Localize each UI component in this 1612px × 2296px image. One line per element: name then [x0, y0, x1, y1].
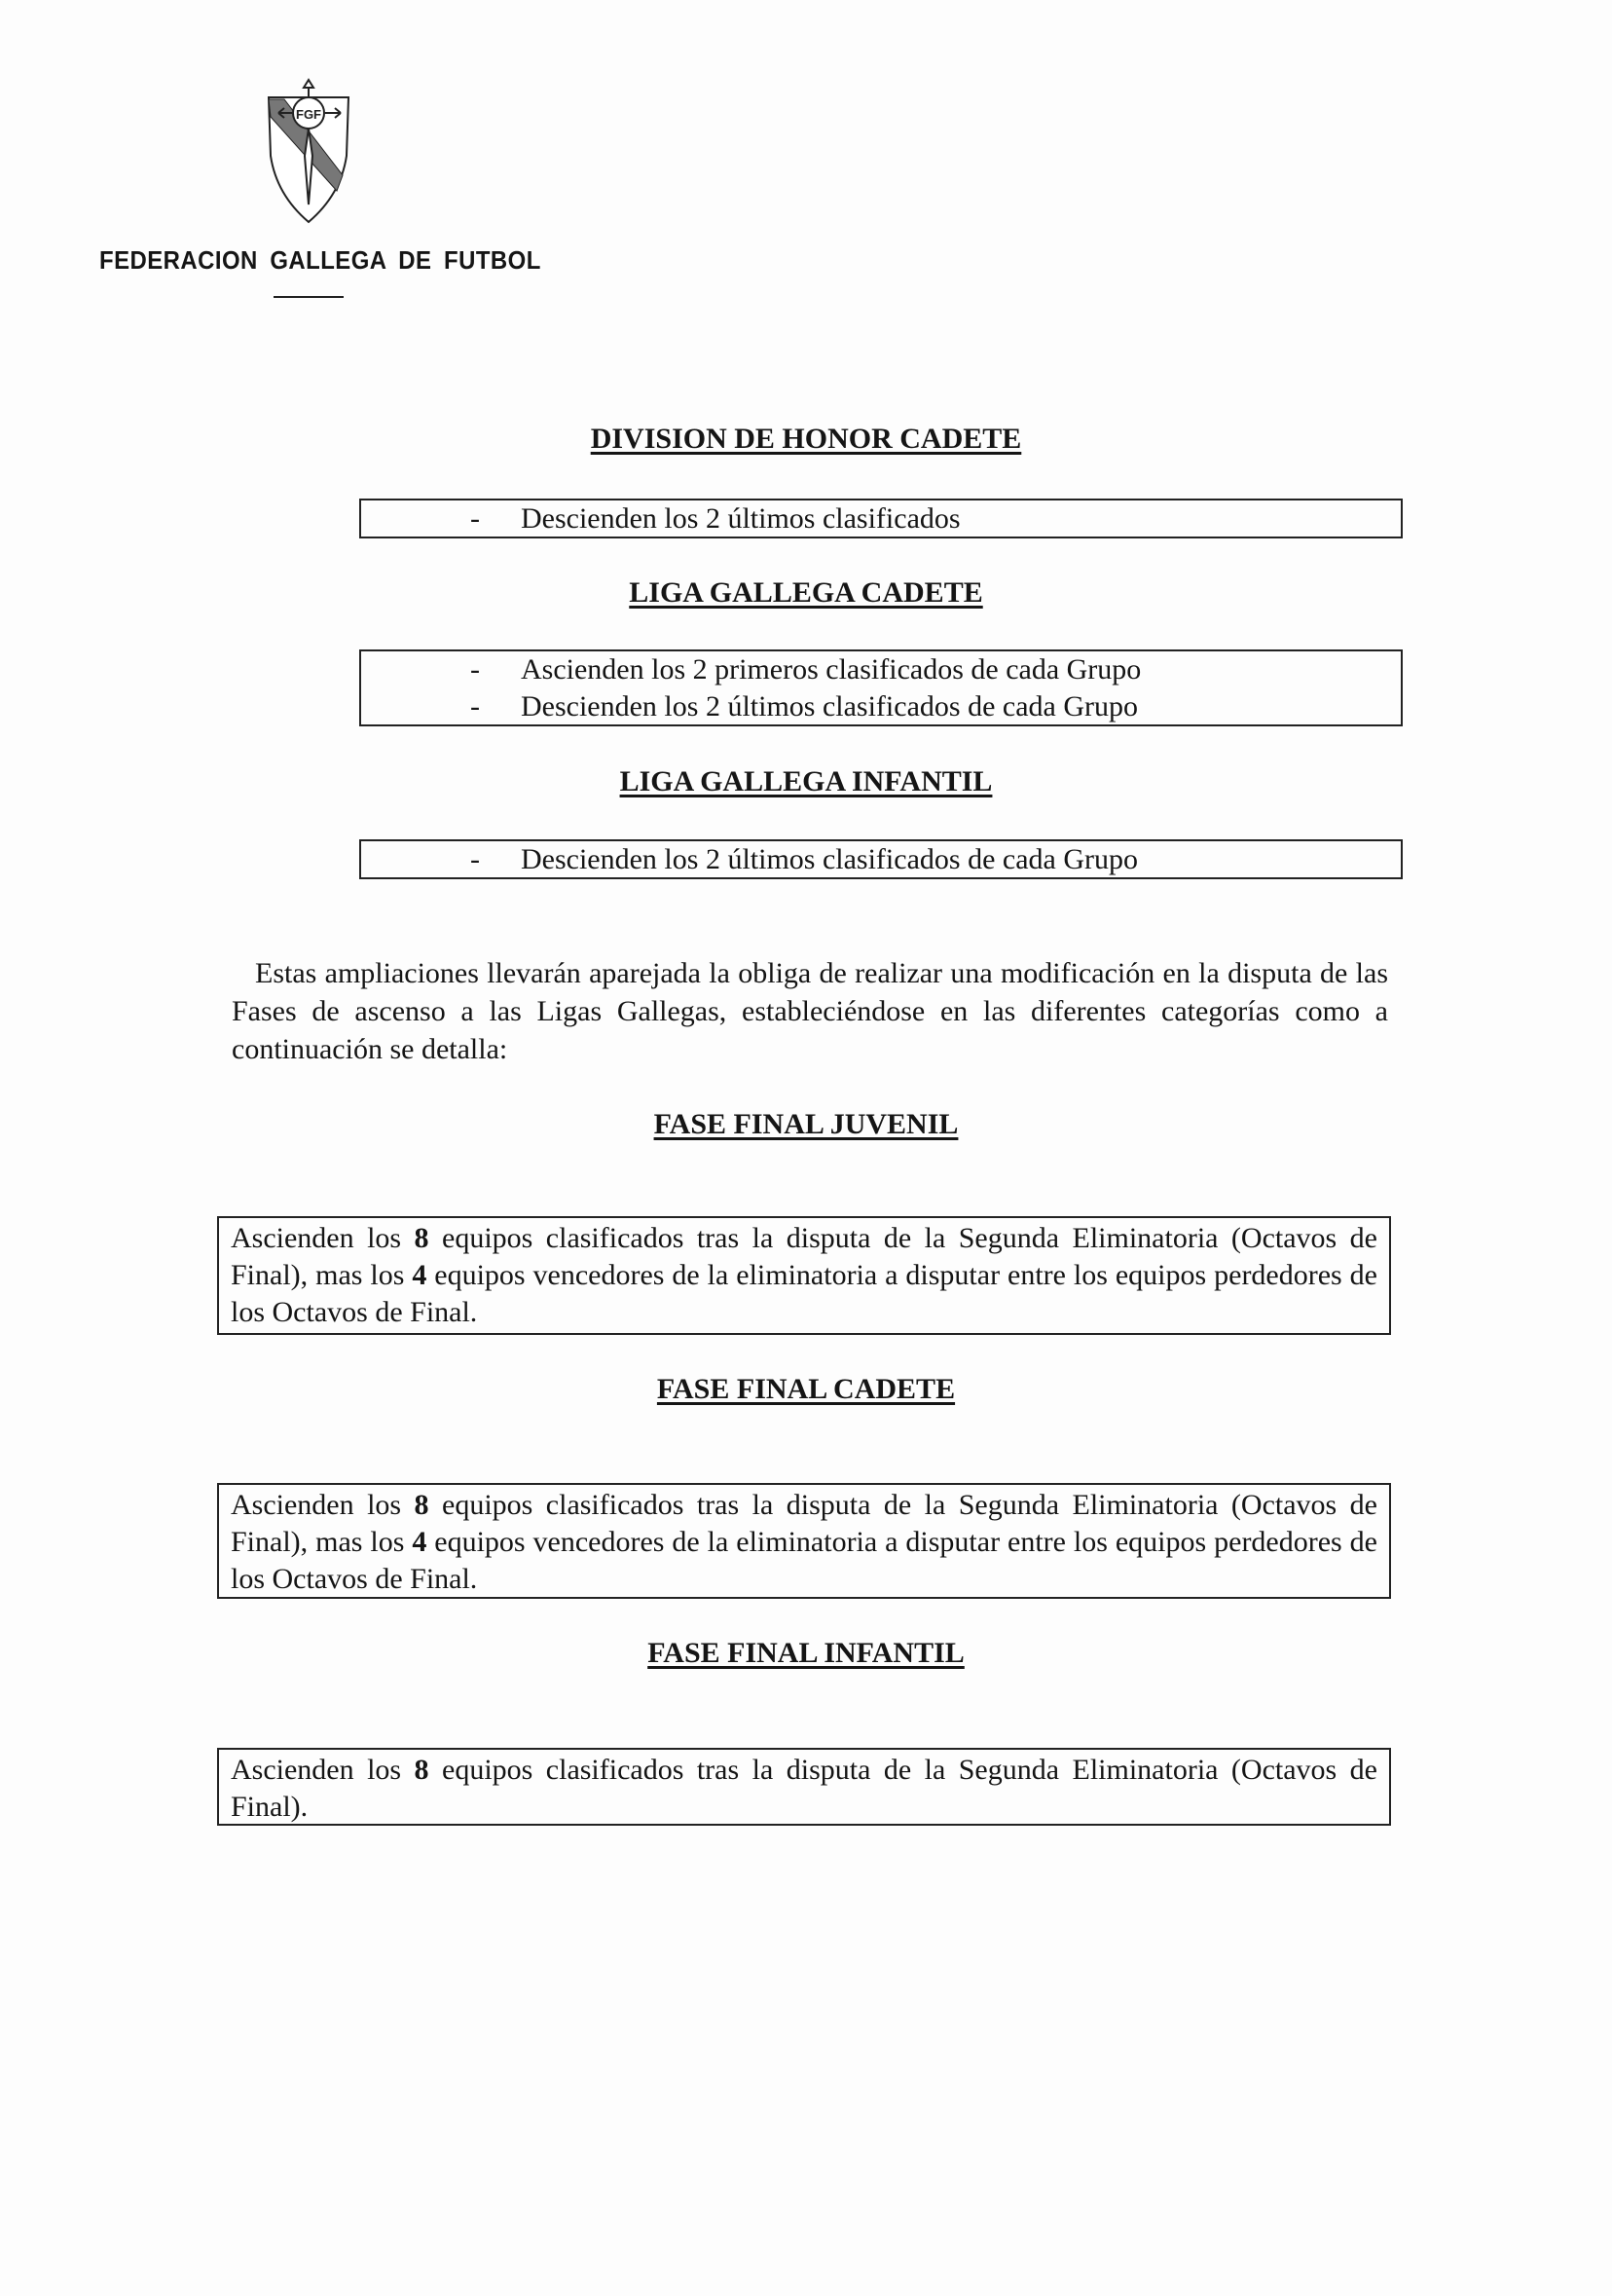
- intro-paragraph: Estas ampliaciones llevarán aparejada la obliga de realizar una modificación en la disputa de las Fases de ascenso a las Ligas Gallegas, estableciéndose en las diferentes categorías como a continuación se detalla:: [232, 957, 1388, 1065]
- federation-logo: [265, 78, 352, 224]
- bullet: -: [470, 502, 480, 535]
- rule-box-liga-gallega-cadete: [359, 649, 1403, 726]
- team-count: 4: [412, 1259, 427, 1291]
- phase-text: Ascienden los: [231, 1222, 415, 1254]
- phase-title-infantil: FASE FINAL INFANTIL: [647, 1637, 965, 1669]
- rule-item: [361, 688, 1401, 725]
- bullet: -: [470, 653, 480, 685]
- rule-box-division-honor-cadete: [359, 499, 1403, 538]
- rule-text: Descienden los 2 últimos clasificados de cada Grupo: [521, 690, 1138, 722]
- phase-box-cadete: [217, 1483, 1391, 1599]
- section-title-division-honor-cadete: DIVISION DE HONOR CADETE: [590, 423, 1022, 455]
- rule-text: Descienden los 2 últimos clasificados de cada Grupo: [521, 843, 1138, 875]
- bullet: -: [470, 690, 480, 722]
- phase-title-juvenil: FASE FINAL JUVENIL: [653, 1108, 959, 1140]
- organization-name: FEDERACION GALLEGA DE FUTBOL: [99, 245, 541, 275]
- phase-title-cadete: FASE FINAL CADETE: [656, 1373, 956, 1405]
- phase-text: equipos clasificados tras la disputa de la Segunda Eliminatoria (Octavos de Final), mas los: [231, 1489, 1377, 1558]
- rule-box-liga-gallega-infantil: [359, 839, 1403, 879]
- phase-text: equipos vencedores de la eliminatoria a disputar entre los equipos perdedores de los Octavos de Final.: [231, 1526, 1377, 1595]
- phase-text: equipos vencedores de la eliminatoria a disputar entre los equipos perdedores de los Octavos de Final.: [231, 1259, 1377, 1328]
- phase-box-infantil: [217, 1748, 1391, 1826]
- rule-item: [361, 841, 1401, 878]
- header-divider: [274, 296, 344, 298]
- section-title-liga-gallega-cadete: LIGA GALLEGA CADETE: [629, 576, 983, 609]
- phase-box-juvenil: [217, 1216, 1391, 1335]
- rule-item: [361, 651, 1401, 688]
- svg-text:FGF: FGF: [296, 107, 321, 122]
- section-title-liga-gallega-infantil: LIGA GALLEGA INFANTIL: [619, 765, 993, 797]
- phase-text: equipos clasificados tras la disputa de la Segunda Eliminatoria (Octavos de Final), mas los: [231, 1222, 1377, 1291]
- rule-item: [361, 500, 1401, 537]
- phase-text: Ascienden los: [231, 1489, 415, 1521]
- rule-text: Ascienden los 2 primeros clasificados de cada Grupo: [521, 653, 1142, 685]
- phase-text: equipos clasificados tras la disputa de la Segunda Eliminatoria (Octavos de Final).: [231, 1754, 1377, 1823]
- team-count: 8: [414, 1754, 429, 1786]
- bullet: -: [470, 843, 480, 875]
- team-count: 4: [412, 1526, 427, 1558]
- team-count: 8: [414, 1489, 429, 1521]
- rule-text: Descienden los 2 últimos clasificados: [521, 502, 961, 535]
- phase-text: Ascienden los: [231, 1754, 415, 1786]
- team-count: 8: [414, 1222, 429, 1254]
